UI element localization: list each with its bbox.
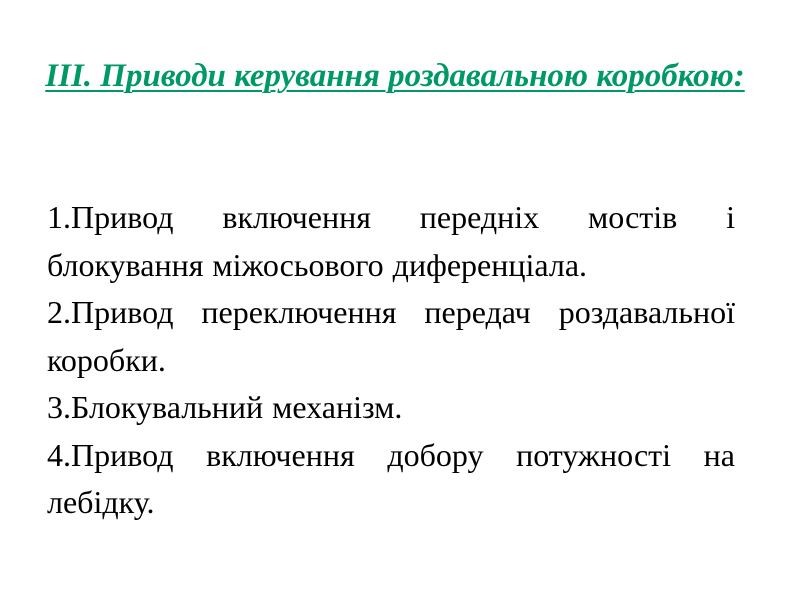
list-item-3: 3.Блокувальний механізм. bbox=[47, 389, 403, 425]
list-item-4: 4.Привод включення добору потужності на лебідку. bbox=[47, 436, 735, 520]
list-item-1: 1.Привод включення передніх мостів і блокування міжосьового диференціала. bbox=[47, 199, 735, 283]
slide-title-text: ІІІ. Приводи керування роздавальною коробкою: bbox=[45, 58, 745, 94]
item-list bbox=[47, 194, 735, 527]
list-item-2: 2.Привод переключення передач роздавальної коробки. bbox=[47, 294, 735, 378]
slide-title bbox=[40, 52, 750, 100]
